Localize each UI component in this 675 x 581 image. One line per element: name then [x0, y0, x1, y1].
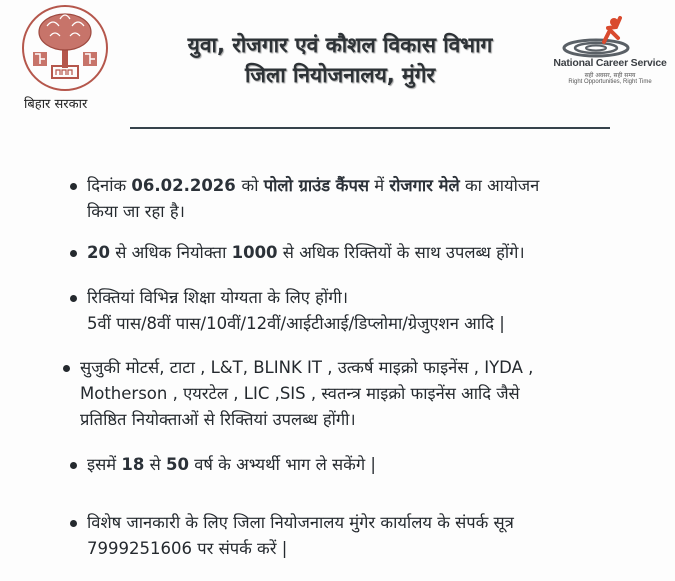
text-segment: किया जा रहा है।	[87, 202, 185, 221]
max-age: 50	[166, 455, 189, 474]
bihar-sarkar-caption: बिहार सरकार	[24, 97, 88, 112]
national-career-service-logo-icon	[556, 14, 666, 59]
list-item-date-venue	[70, 173, 630, 225]
ncs-tagline-hindi: सही अवसर, सही समय	[584, 72, 636, 79]
text-segment: विशेष जानकारी के लिए जिला नियोजनालय मुंगेर कार्यालय के संपर्क सूत्र	[87, 513, 514, 532]
text-segment: से अधिक नियोक्ता	[109, 243, 232, 262]
title-line-1: युवा, रोजगार एवं कौशल विकास विभाग	[187, 33, 493, 57]
text-segment: रिक्तियां विभिन्न शिक्षा योग्यता के लिए होंगी।	[87, 288, 349, 307]
list-item-companies	[63, 355, 623, 433]
bullet-icon	[70, 295, 77, 302]
text-segment: वर्ष के अभ्यर्थी भाग ले सकेंगे |	[188, 455, 376, 474]
contact-number: 7999251606 पर संपर्क करें |	[87, 539, 288, 558]
min-age: 18	[121, 455, 145, 474]
event-venue: पोलो ग्राउंड कैंपस	[263, 176, 369, 195]
department-title	[150, 30, 530, 90]
bullet-icon	[70, 520, 77, 527]
title-line-2: जिला नियोजनालय, मुंगेर	[244, 63, 436, 87]
bullet-icon	[70, 183, 77, 190]
list-item-qualifications	[70, 285, 630, 337]
event-name: रोजगार मेले	[389, 176, 460, 195]
ncs-tagline-english: Right Opportunities, Right Time	[568, 79, 652, 85]
bullet-icon	[70, 462, 77, 469]
list-item-contact	[70, 510, 630, 562]
text-segment: प्रतिष्ठित नियोक्ताओं से रिक्तियां उपलब्ध होंगी।	[80, 410, 356, 429]
text-segment: इसमें	[87, 455, 122, 474]
list-item-age-limit	[70, 452, 630, 478]
bullet-icon	[63, 365, 70, 372]
list-item-employers-vacancies	[70, 240, 630, 266]
ncs-name: National Career Service	[553, 57, 667, 69]
employer-count: 20	[87, 243, 110, 262]
company-list-line-2: Motherson , एयरटेल , LIC ,SIS , स्वतन्त्र माइक्रो फाइनेंस आदि जैसे	[80, 384, 520, 403]
text-segment: से	[144, 455, 166, 474]
text-segment: को	[241, 176, 264, 195]
bullet-icon	[70, 250, 77, 257]
bihar-emblem-icon	[20, 4, 110, 92]
text-segment: दिनांक	[87, 176, 132, 195]
header	[0, 0, 675, 130]
text-segment: से अधिक रिक्तियों के साथ उपलब्ध होंगे।	[277, 243, 525, 262]
qualification-list: 5वीं पास/8वीं पास/10वीं/12वीं/आईटीआई/डिप्लोमा/ग्रेजुएशन आदि |	[87, 314, 505, 333]
text-segment: का आयोजन	[459, 176, 540, 195]
vacancy-count: 1000	[231, 243, 278, 262]
text-segment: में	[368, 176, 390, 195]
header-divider	[130, 127, 610, 129]
event-date: 06.02.2026	[131, 176, 242, 195]
company-list-line-1: सुजुकी मोटर्स, टाटा , L&T, BLINK IT , उत्कर्ष माइक्रो फाइनेंस , IYDA ,	[80, 358, 534, 377]
